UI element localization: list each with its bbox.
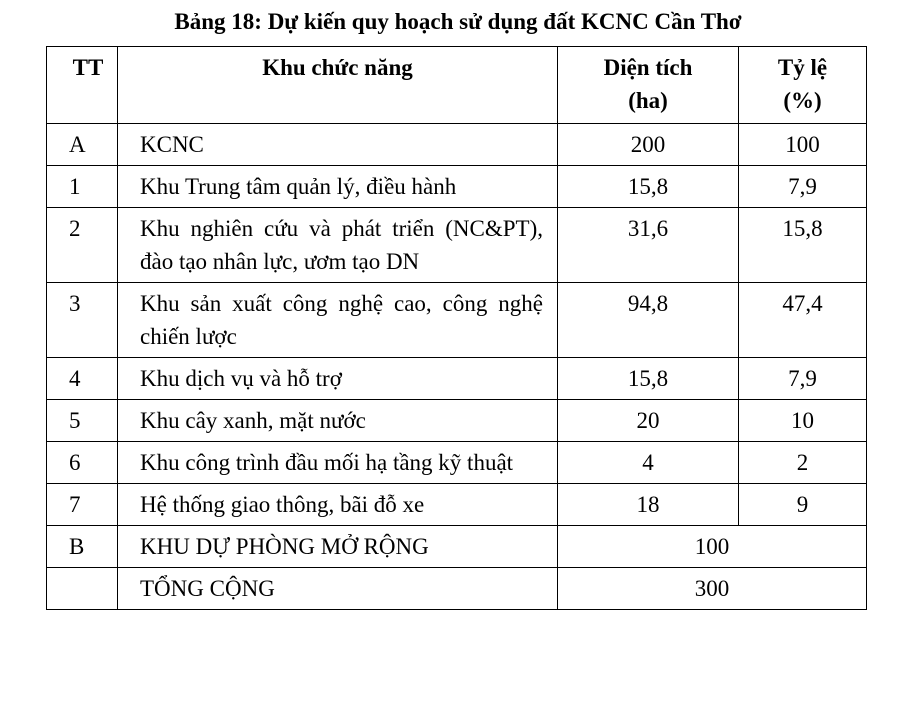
row-area: 15,8 <box>558 358 739 400</box>
table-caption: Bảng 18: Dự kiến quy hoạch sử dụng đất KCNC Cần Thơ <box>174 9 742 34</box>
table-row <box>47 442 867 484</box>
row-tt: 3 <box>47 283 118 358</box>
row-tt: 7 <box>47 484 118 526</box>
table-row <box>47 208 867 283</box>
row-name: Khu công trình đầu mối hạ tầng kỹ thuật <box>118 442 558 484</box>
row-name: Khu nghiên cứu và phát triển (NC&PT), đào tạo nhân lực, ươm tạo DN <box>118 208 558 283</box>
section-a-area: 200 <box>558 124 739 166</box>
total-tt <box>47 568 118 610</box>
header-name: Khu chức năng <box>118 47 558 124</box>
row-tt: 6 <box>47 442 118 484</box>
table-header-row <box>47 47 867 124</box>
row-area: 31,6 <box>558 208 739 283</box>
section-a-tt: A <box>47 124 118 166</box>
header-area-line1: Diện tích <box>603 55 693 80</box>
row-tt: 4 <box>47 358 118 400</box>
row-ratio: 2 <box>739 442 867 484</box>
row-name: Khu cây xanh, mặt nước <box>118 400 558 442</box>
section-a-name: KCNC <box>118 124 558 166</box>
section-b-value: 100 <box>558 526 867 568</box>
total-row <box>47 568 867 610</box>
header-ratio <box>739 47 867 124</box>
header-ratio-line2: (%) <box>783 88 822 113</box>
table-row <box>47 358 867 400</box>
row-name: Khu sản xuất công nghệ cao, công nghệ chiến lược <box>118 283 558 358</box>
row-ratio: 10 <box>739 400 867 442</box>
row-ratio: 7,9 <box>739 166 867 208</box>
row-ratio: 9 <box>739 484 867 526</box>
row-area: 94,8 <box>558 283 739 358</box>
row-ratio: 7,9 <box>739 358 867 400</box>
table-row <box>47 166 867 208</box>
row-area: 15,8 <box>558 166 739 208</box>
row-name: Khu Trung tâm quản lý, điều hành <box>118 166 558 208</box>
table-row <box>47 283 867 358</box>
row-ratio: 15,8 <box>739 208 867 283</box>
section-b-row <box>47 526 867 568</box>
header-area <box>558 47 739 124</box>
header-area-line2: (ha) <box>628 88 668 113</box>
row-tt: 5 <box>47 400 118 442</box>
table-row <box>47 484 867 526</box>
header-tt: TT <box>47 47 118 124</box>
row-tt: 1 <box>47 166 118 208</box>
row-name: Hệ thống giao thông, bãi đỗ xe <box>118 484 558 526</box>
section-b-name: KHU DỰ PHÒNG MỞ RỘNG <box>118 526 558 568</box>
row-tt: 2 <box>47 208 118 283</box>
row-area: 20 <box>558 400 739 442</box>
section-a-ratio: 100 <box>739 124 867 166</box>
row-name: Khu dịch vụ và hỗ trợ <box>118 358 558 400</box>
row-area: 18 <box>558 484 739 526</box>
total-value: 300 <box>558 568 867 610</box>
table-row <box>47 400 867 442</box>
header-ratio-line1: Tỷ lệ <box>777 55 828 80</box>
section-a-row <box>47 124 867 166</box>
row-ratio: 47,4 <box>739 283 867 358</box>
section-b-tt: B <box>47 526 118 568</box>
land-use-table <box>46 46 867 610</box>
total-name: TỔNG CỘNG <box>118 568 558 610</box>
row-area: 4 <box>558 442 739 484</box>
